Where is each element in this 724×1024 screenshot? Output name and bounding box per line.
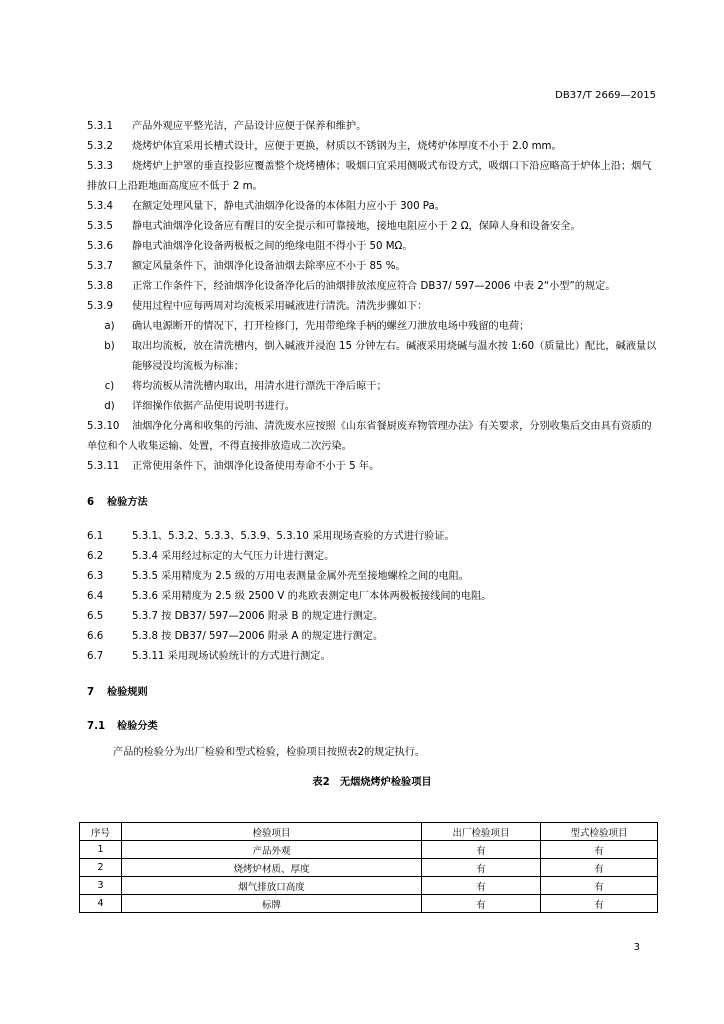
clause-5-3-10 [87,417,657,457]
method-6-2 [87,547,657,567]
method-number: 6.1 [87,531,104,542]
cell: 4 [80,895,122,913]
method-text: 5.3.6 采用精度为 2.5 级 2500 V 的兆欧表测定电厂本体两极板接线间的电阻。 [132,591,492,602]
clause-number: 5.3.9 [87,301,113,312]
method-6-7 [87,647,657,667]
clause-text: 正常使用条件下，油烟净化设备使用寿命不小于 5 年。 [132,461,380,472]
clause-text: 产品外观应平整光洁，产品设计应便于保养和维护。 [132,121,367,132]
intro-paragraph: 产品的检验分为出厂检验和型式检验，检验项目按照表2的规定执行。 [113,747,426,758]
clause-text: 静电式油烟净化设备两极板之间的绝缘电阻不得小于 50 MΩ。 [132,241,413,252]
step-d [87,397,657,417]
table-row [80,877,658,895]
step-label: b) [104,341,115,352]
method-6-6 [87,627,657,647]
clause-5-3-5 [87,217,657,237]
clause-number: 5.3.7 [87,261,113,272]
method-number: 6.4 [87,591,104,602]
clause-5-3-1 [87,117,657,137]
clause-number: 5.3.3 [87,161,113,172]
method-number: 6.3 [87,571,104,582]
clause-number: 5.3.11 [87,461,120,472]
col-header: 检验项目 [122,823,422,841]
section-title: 检验规则 [107,687,148,698]
method-text: 5.3.8 按 DB37/ 597—2006 附录 A 的规定进行测定。 [132,631,384,642]
method-6-1 [87,527,657,547]
cell: 有 [541,877,658,895]
step-label: c) [104,381,115,392]
clause-5-3-4 [87,197,657,217]
method-text: 5.3.5 采用精度为 2.5 级的万用电表测量金属外壳至接地螺栓之间的电阻。 [132,571,470,582]
step-a [87,317,657,337]
section-title: 检验分类 [117,721,158,732]
cell: 有 [541,859,658,877]
table-row [80,895,658,913]
clause-5-3-8 [87,277,657,297]
step-b [87,337,657,377]
document-code: DB37/T 2669—2015 [555,90,656,101]
method-text: 5.3.1、5.3.2、5.3.3、5.3.9、5.3.10 采用现场查验的方式进行验证。 [132,531,455,542]
section-7-1-heading [87,717,657,737]
cell: 烧烤炉材质、厚度 [122,859,422,877]
clause-number: 5.3.10 [87,421,120,432]
cell: 3 [80,877,122,895]
table-caption: 表2 无烟烧烤炉检验项目 [312,777,432,788]
cell: 有 [541,895,658,913]
clause-text: 烧烤炉体宜采用长槽式设计，应便于更换，材质以不锈钢为主，烧烤炉体厚度不小于 2.0 mm。 [132,141,562,152]
method-number: 6.7 [87,651,104,662]
clause-text: 静电式油烟净化设备应有醒目的安全提示和可靠接地，接地电阻应小于 2 Ω，保障人身和设备安全。 [132,221,581,232]
step-c [87,377,657,397]
method-text: 5.3.4 采用经过标定的大气压力计进行测定。 [132,551,335,562]
method-number: 6.5 [87,611,104,622]
clause-5-3-3 [87,157,657,197]
cell: 产品外观 [122,841,422,859]
table-header-row [80,823,658,841]
cell: 2 [80,859,122,877]
step-text: 将均流板从清洗槽内取出，用清水进行漂洗干净后晾干； [132,381,387,392]
method-6-4 [87,587,657,607]
clause-5-3-6 [87,237,657,257]
clause-text: 正常工作条件下，经油烟净化设备净化后的油烟排放浓度应符合 DB37/ 597—2006 中表 2“小型”的规定。 [132,281,616,292]
cell: 1 [80,841,122,859]
method-6-5 [87,607,657,627]
method-number: 6.2 [87,551,104,562]
method-6-3 [87,567,657,587]
clause-5-3-9 [87,297,657,317]
section-number: 6 [87,497,95,508]
method-text: 5.3.7 按 DB37/ 597—2006 附录 B 的规定进行测定。 [132,611,384,622]
method-number: 6.6 [87,631,104,642]
step-label: d) [104,401,115,412]
document-body [87,117,657,801]
cell: 有 [422,841,541,859]
col-header: 出厂检验项目 [422,823,541,841]
col-header: 序号 [80,823,122,841]
section-number: 7 [87,687,95,698]
clause-text: 额定风量条件下，油烟净化设备油烟去除率应不小于 85 %。 [132,261,406,272]
cell: 标牌 [122,895,422,913]
step-text: 取出均流板，放在清洗槽内，倒入碱液并浸泡 15 分钟左右。碱液采用烧碱与温水按 1:60（质量比）配比，碱液量以能够浸没均流板为标准； [132,341,657,372]
clause-number: 5.3.6 [87,241,113,252]
clause-number: 5.3.4 [87,201,113,212]
clause-number: 5.3.1 [87,121,113,132]
clause-text: 在额定处理风量下，静电式油烟净化设备的本体阻力应小于 300 Pa。 [132,201,445,212]
cell: 有 [541,841,658,859]
clause-text: 烧烤炉上护罩的垂直投影应覆盖整个烧烤槽体；吸烟口宜采用侧吸式布设方式，吸烟口下沿应略高于炉体上沿；烟气排放口上沿距地面高度应不低于 2 m。 [87,161,652,192]
clause-number: 5.3.5 [87,221,113,232]
step-text: 确认电源断开的情况下，打开检修门，先用带绝缘手柄的螺丝刀泄放电场中残留的电荷； [132,321,530,332]
section-title: 检验方法 [107,497,148,508]
section-6-heading [87,493,657,513]
cell: 烟气排放口高度 [122,877,422,895]
table-row [80,859,658,877]
section-7-heading [87,683,657,703]
method-text: 5.3.11 采用现场试验统计的方式进行测定。 [132,651,331,662]
clause-5-3-7 [87,257,657,277]
clause-number: 5.3.2 [87,141,113,152]
clause-text: 油烟净化分离和收集的污油、清洗废水应按照《山东省餐厨废弃物管理办法》有关要求，分别收集后交由具有资质的单位和个人收集运输、处置，不得直接排放造成二次污染。 [87,421,652,452]
col-header: 型式检验项目 [541,823,658,841]
clause-text: 使用过程中应每两周对均流板采用碱液进行清洗。清洗步骤如下： [132,301,428,312]
cell: 有 [422,877,541,895]
page-number: 3 [633,942,640,953]
step-label: a) [104,321,115,332]
step-text: 详细操作依据产品使用说明书进行。 [132,401,295,412]
cell: 有 [422,859,541,877]
section-number: 7.1 [87,721,106,732]
inspection-items-table [79,822,658,913]
clause-number: 5.3.8 [87,281,113,292]
cell: 有 [422,895,541,913]
table-row [80,841,658,859]
clause-5-3-11 [87,457,657,477]
clause-5-3-2 [87,137,657,157]
